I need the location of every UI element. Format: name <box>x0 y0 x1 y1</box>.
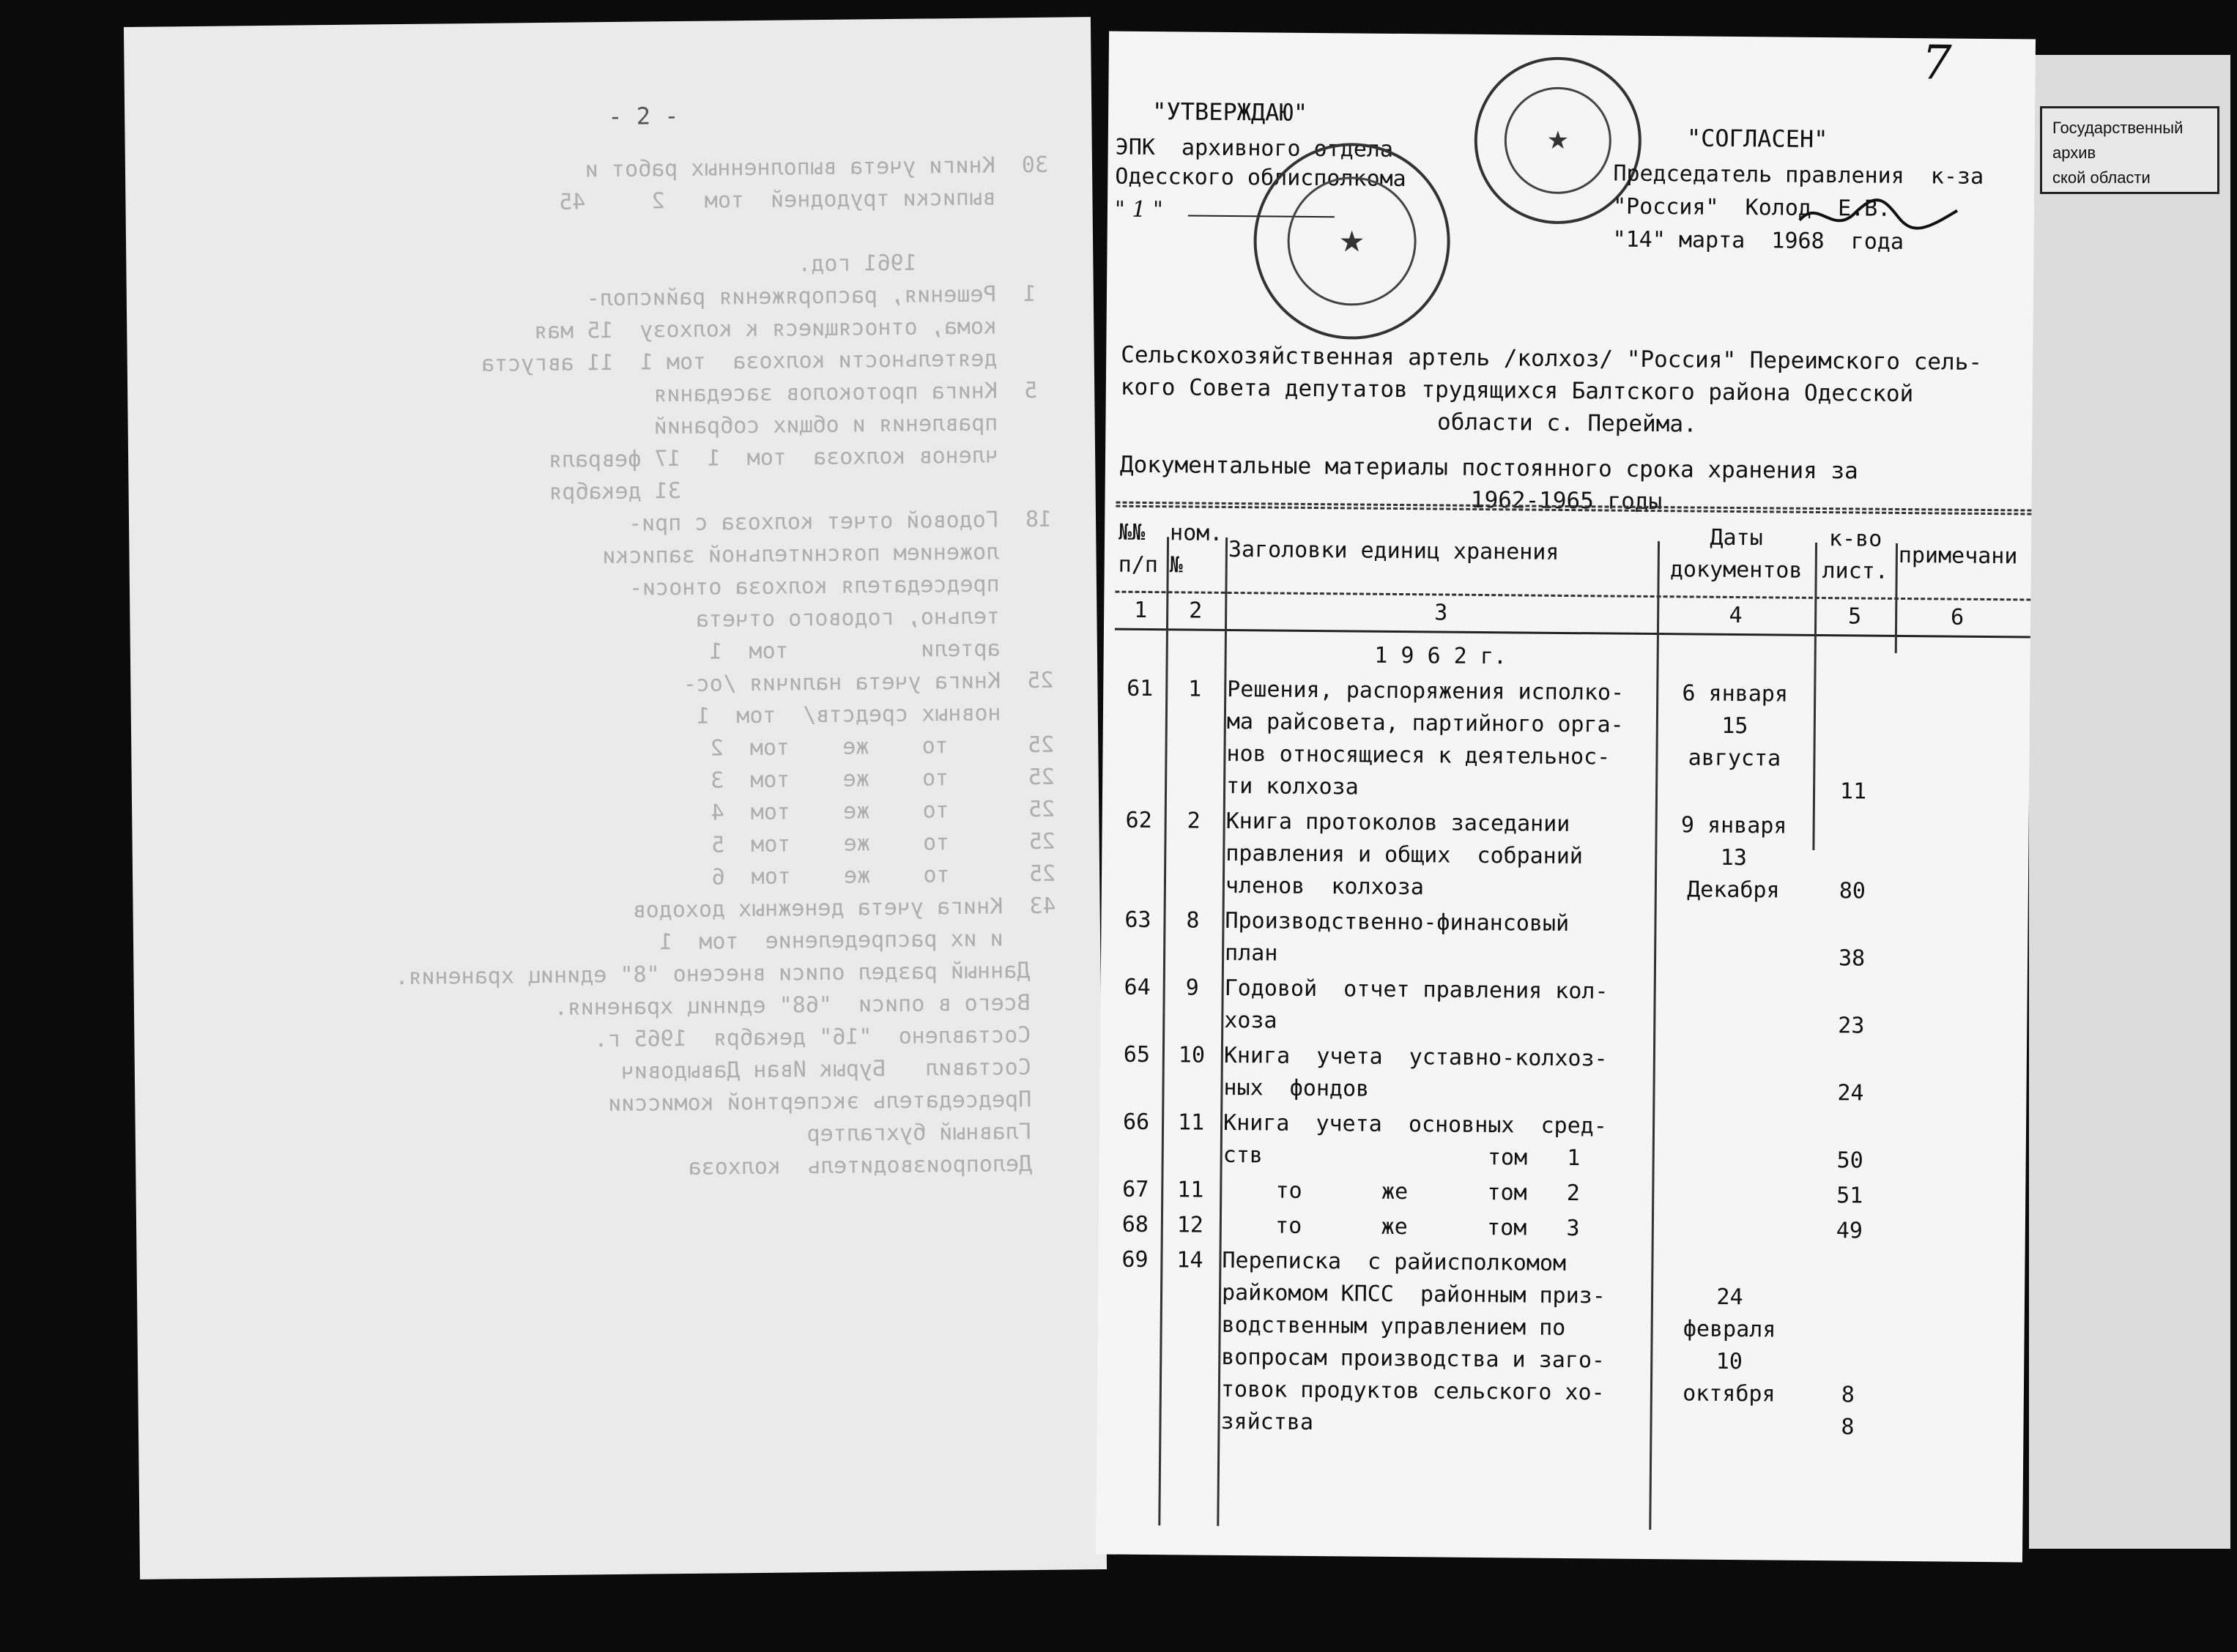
table-cell-c3: Годовой отчет правления кол- хоза <box>1224 975 1609 1034</box>
table-cell-c1: 69 <box>1121 1246 1149 1273</box>
table-row <box>1113 673 2030 810</box>
bleed-through-line: 5 Книга протоколов заседания <box>653 377 1051 408</box>
table-row <box>1113 805 2029 909</box>
table-cell-c1: 68 <box>1121 1211 1149 1238</box>
agree-date: "14" марта 1968 года <box>1612 226 1904 255</box>
table-cell-c1: 64 <box>1124 974 1151 1001</box>
col-header-title: Заголовки единиц хранения <box>1228 536 1559 565</box>
table-cell-c6 <box>1890 1216 2014 1249</box>
table-cell-c2: 11 <box>1177 1109 1205 1136</box>
table-cell-c2: 2 <box>1187 808 1201 834</box>
table-header <box>1115 509 2031 598</box>
bleed-through-line: 25 то же том 3 <box>710 764 1055 794</box>
bleed-through-line: новных средств/ том 1 <box>696 699 1054 729</box>
bleed-through-line: Председатель экспертной комиссии <box>608 1086 1058 1117</box>
bleed-through-line: 25 то же том 6 <box>711 860 1056 890</box>
inventory-table <box>1108 500 2031 1446</box>
table-cell-c6 <box>1891 1046 2016 1111</box>
bleed-through-line: Данный раздел описи внесено "8" единиц хранения. <box>395 957 1057 991</box>
bleed-through-line: Главный бухгалтер <box>806 1118 1058 1147</box>
seal-stamp: ★ <box>1253 142 1450 340</box>
signature <box>1796 191 1965 244</box>
title-line: кого Совета депутатов трудящихся Балтского района Одесской <box>1120 373 1914 408</box>
table-cell-c6 <box>1892 911 2017 976</box>
table-cell-c6 <box>1893 811 2018 909</box>
bleed-through-line: членов колхоза том 1 17 февраля <box>548 442 1052 473</box>
bleed-through-line: 18 Годовой отчет колхоза с при- <box>628 506 1053 537</box>
column-number: 3 <box>1434 600 1448 626</box>
table-row <box>1110 1174 2025 1214</box>
table-cell-c2: 12 <box>1176 1212 1204 1238</box>
column-number: 5 <box>1847 603 1862 630</box>
table-cell-c5: 51 <box>1836 1183 1863 1209</box>
column-number: 2 <box>1189 598 1203 624</box>
approve-line: ЭПК архивного отдела <box>1115 134 1394 163</box>
bleed-through-line: Составлено "16" декабря 1965 г. <box>594 1022 1058 1053</box>
table-cell-c3: Решения, распоряжения исполко- ма райсовета, партийного орга- нов относящиеся к деятельнос- ти колхоза <box>1225 676 1625 800</box>
bleed-through-line: выписки трудодней том 2 45 <box>559 184 1049 215</box>
archive-stamp-line: архив <box>2052 144 2096 162</box>
bleed-through-line: и их распределение том 1 <box>659 925 1057 956</box>
table-row <box>1108 1244 2025 1446</box>
table-cell-c4 <box>1654 909 1812 975</box>
bleed-through-line: Делопроизводитель колхоза <box>688 1150 1059 1180</box>
fond-title <box>1119 339 2014 521</box>
stub-page <box>2029 55 2230 1549</box>
bleed-through-text <box>169 149 1059 1189</box>
col-header-notes: примечани <box>1898 542 2018 570</box>
left-page <box>124 17 1107 1580</box>
col-header-dates: Даты документов <box>1669 524 1803 584</box>
agree-line: "Россия" Колод Е.В. <box>1612 193 1891 222</box>
table-cell-c2: 8 <box>1186 907 1200 934</box>
table-cell-c3: Книга учета уставно-колхоз- ных фондов <box>1223 1042 1608 1102</box>
title-line: области с. Перейма. <box>1436 409 1697 438</box>
table-cell-c1: 66 <box>1122 1109 1150 1136</box>
bleed-through-line: 25 Книга учета наличия /ос- <box>683 667 1054 698</box>
column-number: 6 <box>1950 604 1965 630</box>
years-line: 1962-1965 годы <box>1470 486 1663 516</box>
archive-stamp <box>2040 106 2219 194</box>
bleed-through-line: 31 декабря <box>549 474 1052 505</box>
table-cell-c5: 80 <box>1839 814 1866 904</box>
table-cell-c2: 1 <box>1188 676 1202 702</box>
sheet-mark: 7 <box>1921 36 1952 91</box>
table-cell-c5: 23 <box>1838 981 1865 1039</box>
table-cell-c6 <box>1890 1113 2015 1178</box>
bleed-through-line: тельно, годового отчета <box>695 603 1053 633</box>
table-cell-c2: 10 <box>1178 1042 1206 1068</box>
docs-line: Документальные материалы постоянного срока хранения за <box>1119 451 1858 485</box>
table-cell-c3: Производственно-финансовый план <box>1224 907 1570 967</box>
bleed-through-line: 1961 год. <box>798 248 1050 278</box>
bleed-through-line: Составил Бурык Иван Давыдович <box>620 1054 1058 1084</box>
column-number: 1 <box>1134 597 1148 624</box>
archive-stamp-line: ской области <box>2052 168 2151 187</box>
table-cell-c5: 24 <box>1837 1048 1864 1106</box>
bleed-through-line: 25 то же том 5 <box>711 828 1056 858</box>
table-cell-c5: 11 <box>1839 682 1867 805</box>
table-cell-c2: 9 <box>1185 975 1199 1001</box>
table-cell-c4 <box>1652 1213 1809 1247</box>
table-cell-c3: Книга учета основных сред- ств том 1 <box>1223 1109 1608 1172</box>
table-cell-c5: 8 8 <box>1841 1253 1855 1440</box>
column-number: 4 <box>1729 602 1743 629</box>
bleed-through-line: 25 то же том 4 <box>711 796 1056 826</box>
table-cell-c4 <box>1652 1178 1809 1212</box>
table-cell-c1: 67 <box>1122 1176 1149 1203</box>
table-cell-c5: 50 <box>1836 1115 1863 1174</box>
bleed-through-line: деятельности колхоза том 1 11 августа <box>481 345 1050 377</box>
table-cell-c6 <box>1890 1180 2014 1213</box>
bleed-through-line: 1 Решения, распоряжения райиспол- <box>586 280 1050 312</box>
table-cell-c2: 14 <box>1176 1247 1203 1273</box>
year-heading-row <box>1114 638 2030 678</box>
table-row <box>1110 1039 2027 1112</box>
title-line: Сельскохозяйственная артель /колхоз/ "Россия" Переимского сель- <box>1121 341 1983 376</box>
table-cell-c4: 9 января 13 Декабря <box>1680 812 1787 904</box>
agree-heading: "СОГЛАСЕН" <box>1686 124 1828 154</box>
bleed-through-line: Всего в описи "68" единиц хранения. <box>554 989 1058 1021</box>
table-cell-c4: 24 февраля 10 октября <box>1683 1251 1776 1407</box>
approve-line: Одесского облисполкома <box>1115 163 1406 193</box>
page-number: - 2 - <box>608 102 679 131</box>
bleed-through-line: 25 то же том 2 <box>710 732 1055 762</box>
right-page <box>1096 31 2036 1563</box>
col-header-sheets: к-во лист. <box>1822 526 1889 584</box>
table-cell-c1: 65 <box>1123 1041 1151 1068</box>
table-cell-c1: 63 <box>1124 907 1151 934</box>
bleed-through-line: правления и общих собраний <box>653 409 1051 440</box>
bleed-through-line: ложением пояснительной записки <box>602 538 1053 570</box>
table-cell-c3: Книга протоколов заседании правления и общих собраний членов колхоза <box>1225 808 1584 901</box>
agree-line: Председатель правления к-за <box>1613 160 1984 190</box>
table-cell-c1: 62 <box>1125 807 1152 834</box>
bleed-through-line: артели том 1 <box>709 635 1054 665</box>
table-cell-c6 <box>1893 680 2019 809</box>
table-row <box>1110 1209 2025 1249</box>
table-cell-c4 <box>1652 1043 1811 1109</box>
table-cell-c3: то же том 3 <box>1222 1212 1580 1242</box>
table-cell-c6 <box>1891 978 2017 1043</box>
table-cell-c4: 6 января 15 августа <box>1682 680 1789 772</box>
table-row <box>1112 904 2028 977</box>
table-cell-c3: Переписка с райисполкомом райкомом КПСС районным приз- водственным управлением по вопросам производства и заго- товок продуктов сельского хо- зяйства <box>1220 1247 1606 1436</box>
bleed-through-line: кома, относящиеся к колхозу 15 мая <box>533 313 1050 345</box>
bleed-through-line: 43 Книга учета денежных доходов <box>632 893 1056 923</box>
table-cell-c6 <box>1888 1251 2014 1445</box>
approve-date: " 1 " <box>1114 196 1163 223</box>
seal-stamp: ★ <box>1474 56 1642 225</box>
table-row <box>1110 1106 2027 1179</box>
archive-stamp-line: Государственный <box>2052 119 2184 137</box>
col-header-inv-number: ном. № <box>1169 520 1223 578</box>
table-cell-c2: 11 <box>1177 1177 1204 1203</box>
table-cell-c5: 38 <box>1838 913 1866 972</box>
table-cell-c4 <box>1652 1111 1810 1177</box>
col-header-number: №№ п/п <box>1118 519 1159 578</box>
bleed-through-line: председателя колхоза относи- <box>628 570 1053 601</box>
approve-heading: "УТВЕРЖДАЮ" <box>1151 97 1308 127</box>
table-cell-c5: 49 <box>1836 1218 1863 1244</box>
table-cell-c1: 61 <box>1127 675 1154 702</box>
year-heading: 1 9 6 2 г. <box>1374 642 1507 670</box>
bleed-through-line: 30 Книги учета выполненных работ и <box>585 152 1049 183</box>
table-cell-c3: то же том 2 <box>1223 1177 1581 1207</box>
table-body <box>1108 673 2030 1446</box>
table-cell-c4 <box>1653 976 1811 1042</box>
table-row <box>1111 972 2028 1044</box>
